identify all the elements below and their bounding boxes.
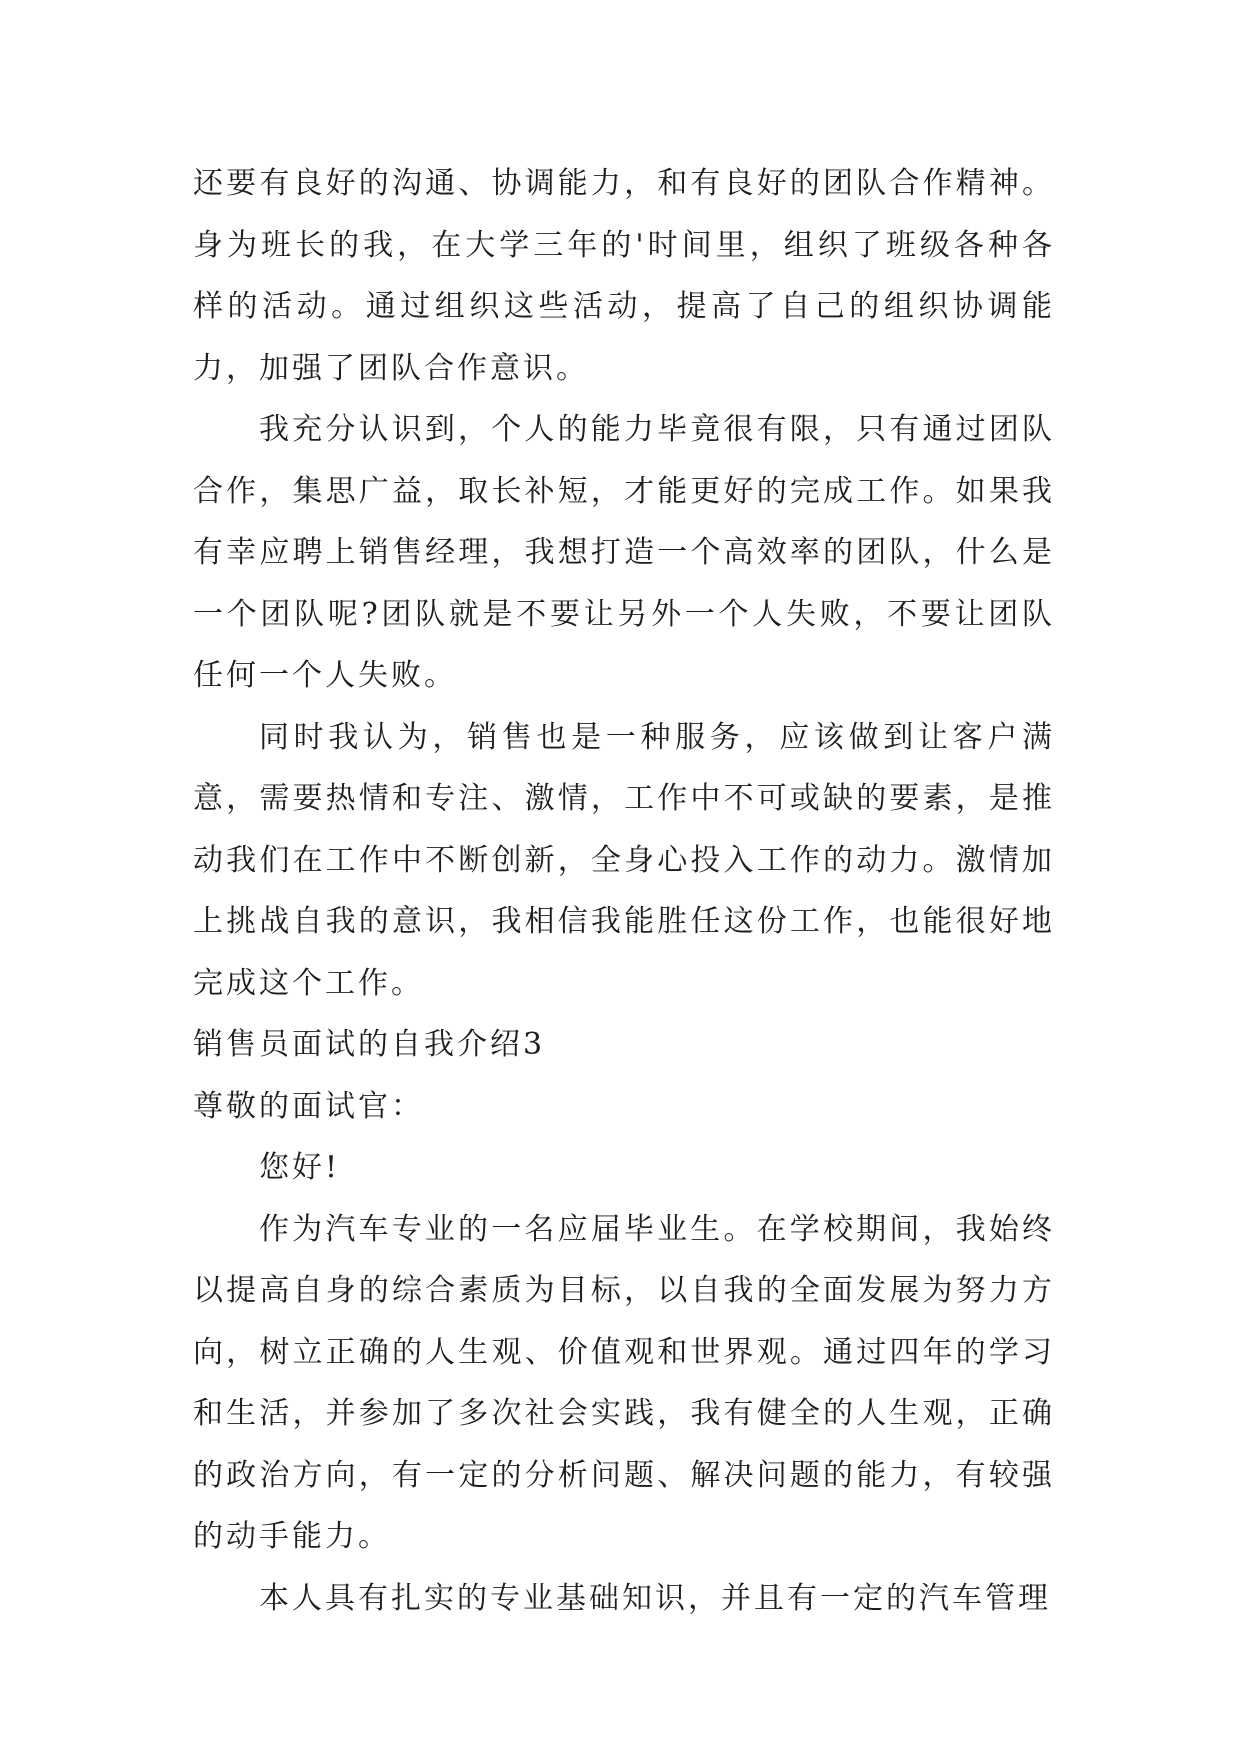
salutation: 尊敬的面试官： <box>193 1088 424 1124</box>
paragraph-professional-knowledge: 本人具有扎实的专业基础知识，并且有一定的汽车管理 <box>259 1580 1051 1616</box>
paragraph-team-capability: 我充分认识到，个人的能力毕竟很有限，只有通过团队合作，集思广益，取长补短，才能更好的完成工作。如果我有幸应聘上销售经理，我想打造一个高效率的团队，什么是一个团队呢?团队就是不要让另外一个人失败，不要让团队任何一个人失败。 <box>193 412 1055 693</box>
paragraph-sales-service: 同时我认为，销售也是一种服务，应该做到让客户满意，需要热情和专注、激情，工作中不可或缺的要素，是推动我们在工作中不断创新，全身心投入工作的动力。激情加上挑战自我的意识，我相信我能胜任这份工作，也能很好地完成这个工作。 <box>193 719 1055 1001</box>
document-page <box>193 153 1055 1629</box>
paragraph-graduate-intro: 作为汽车专业的一名应届毕业生。在学校期间，我始终以提高自身的综合素质为目标，以自我的全面发展为努力方向，树立正确的人生观、价值观和世界观。通过四年的学习和生活，并参加了多次社会实践，我有健全的人生观，正确的政治方向，有一定的分析问题、解决问题的能力，有较强的动手能力。 <box>193 1211 1055 1554</box>
greeting: 您好! <box>259 1150 341 1185</box>
section-heading: 销售员面试的自我介绍3 <box>193 1027 546 1062</box>
paragraph-teamwork-intro: 还要有良好的沟通、协调能力，和有良好的团队合作精神。身为班长的我，在大学三年的'时间里，组织了班级各种各样的活动。通过组织这些活动，提高了自己的组织协调能力，加强了团队合作意识。 <box>193 166 1055 386</box>
